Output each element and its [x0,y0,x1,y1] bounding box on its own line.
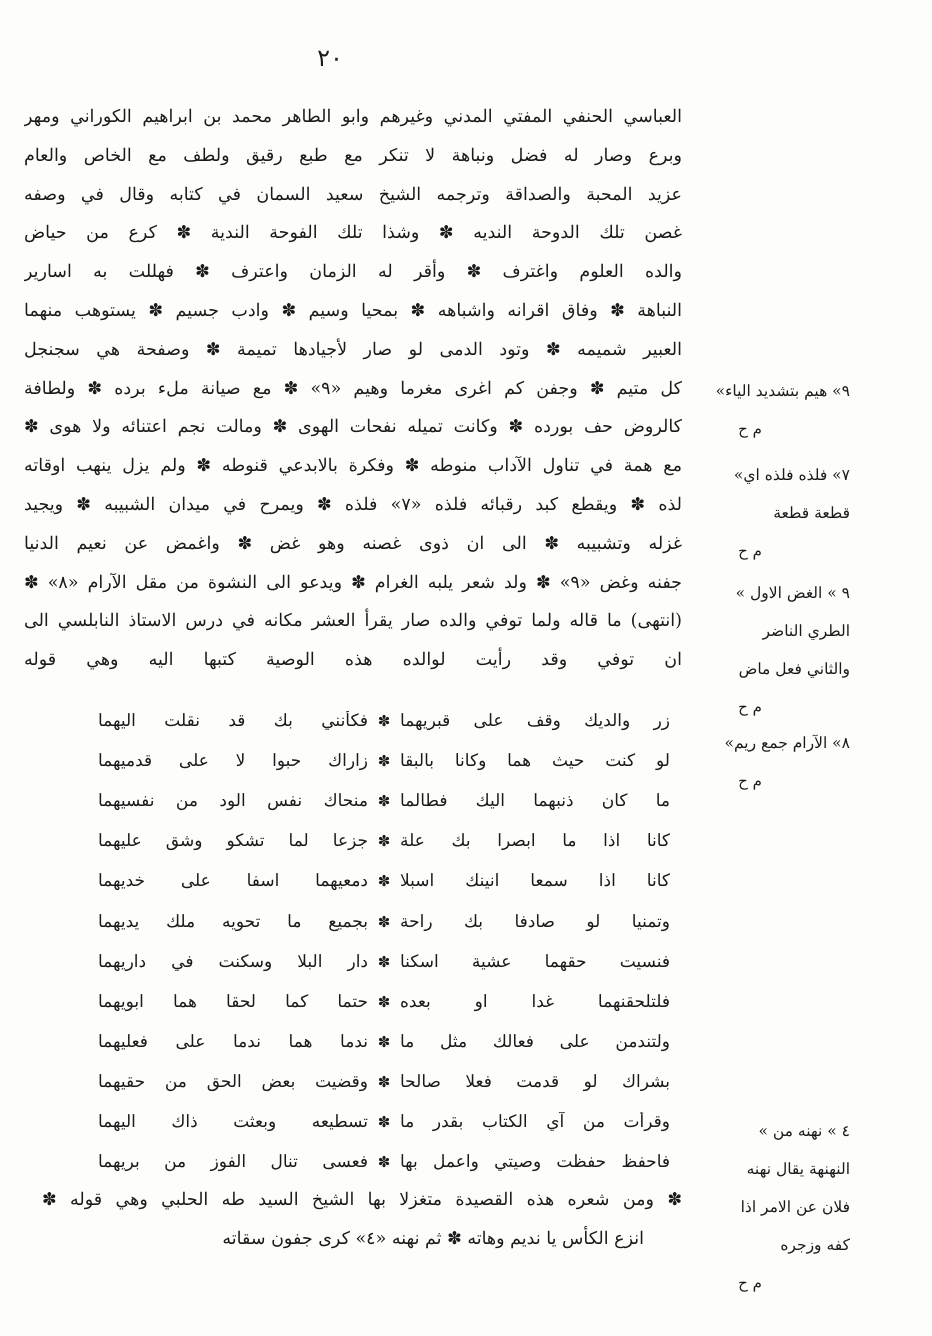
second-hemistich: تسطيعه وبعثت ذاك اليهما [98,1111,368,1132]
prose-line: كل متيم ✽ وجفن كم اغرى مغرما وهيم «٩» ✽ مع صيانة ملء برده ✽ ولطافة [24,378,682,399]
poem-verse [80,1062,670,1102]
prose-line: جفنه وغض «٩» ✽ ولد شعر يلبه الغرام ✽ ويدعو الى النشوة من مقل الآرام «٨» ✽ [24,572,682,593]
verse-separator: ✽ [377,1032,391,1051]
first-hemistich: زر والديك وقف على قبريهما [400,711,670,732]
margin-note-line: كفه وزجره [780,1236,850,1254]
prose-line: وبرع وصار له فضل ونباهة لا تنكر مع طبع رقيق ولطف مع الخاص والعام [24,145,682,166]
first-hemistich: كانا اذا سمعا انينك اسبلا [400,871,670,892]
poem-verse [80,701,670,741]
margin-note-line: « ٩ » الغض الاول [735,584,850,602]
margin-note-line: «٧» فلذه فلذه اي [733,466,850,484]
margin-note [690,456,850,570]
poem-verse [80,982,670,1022]
first-hemistich: وقرأت من آي الكتاب بقدر ما [400,1111,670,1132]
verse-separator: ✽ [377,1153,391,1172]
prose-line: النباهة ✽ وفاق اقرانه واشباهه ✽ بمحيا وسيم ✽ وادب جسيم ✽ يستوهب منهما [24,300,682,321]
second-hemistich: حتما كما لحقا هما ابويهما [98,991,368,1012]
margin-note-line: والثاني فعل ماض [738,660,850,678]
prose-line: العبير شميمه ✽ وتود الدمى لو صار لأجيادها تميمة ✽ وصفحة هي سجنجل [24,339,682,360]
poem-verse [80,1102,670,1142]
verse-separator: ✽ [377,792,391,811]
margin-note [690,1112,850,1302]
second-hemistich: وقضيت بعض الحق من حقيهما [98,1071,368,1092]
verse-separator: ✽ [377,912,391,931]
closing-line: انزع الكأس يا نديم وهاته ✽ ثم نهنه «٤» كرى جفون سقاته [222,1228,644,1249]
prose-line: لذه ✽ ويقطع كبد رقبائه فلذه «٧» فلذه ✽ ويمرح في ميدان الشبيبه ✽ ويجيد [24,494,682,515]
first-hemistich: كانا اذا ما ابصرا بك علة [400,831,670,852]
verse-separator: ✽ [377,1112,391,1131]
margin-note-line: الطري الناضر [762,622,850,640]
prose-line: (انتهى) ما قاله ولما توفي والده صار يقرأ العشر مكانه في درس الاستاذ النابلسي الى [24,611,682,632]
margin-note-signature: م ح [738,698,762,716]
main-text [24,98,682,680]
margin-note-line: « ٤ » نهنه من [758,1122,850,1140]
margin-note-line: النهنهة يقال نهنه [746,1160,850,1178]
margin-note-line: فلان عن الامر اذا [740,1198,850,1216]
second-hemistich: ندما هما ندما على فعليهما [98,1031,368,1052]
prose-line: العباسي الحنفي المفتي المدني وغيرهم وابو الطاهر محمد بن ابراهيم الكوراني ومهر [24,107,682,127]
second-hemistich: جزعا لما تشكو وشق عليهما [98,831,368,852]
prose-line: عزيد المحبة والصداقة وترجمه الشيخ سعيد السمان في كتابه وقال في وصفه [24,184,682,205]
verse-separator: ✽ [377,872,391,891]
verse-separator: ✽ [377,832,391,851]
poem-verse [80,781,670,821]
margin-note [690,574,850,726]
page-number: ٢٠ [317,44,343,72]
prose-line: غصن تلك الدوحة النديه ✽ وشذا تلك الفوحة الندية ✽ كرع من حياض [24,223,682,244]
second-hemistich: منحاك نفس الود من نفسيهما [98,791,368,812]
prose-line: والده العلوم واغترف ✽ وأقر له الزمان واعترف ✽ فهللت به اسارير [24,262,682,283]
margin-note-signature: م ح [738,420,762,438]
margin-note-line: «٨» الآرام جمع ريم [724,734,850,752]
margin-note-signature: م ح [738,1274,762,1292]
poem-verse [80,942,670,982]
first-hemistich: فلتلحقنهما غدا او بعده [400,991,670,1012]
first-hemistich: وتمنيا لو صادفا بك راحة [400,911,670,932]
margin-note-signature: م ح [738,542,762,560]
prose-line: ان توفي وقد رأيت لوالده هذه الوصية كتبها اليه وهي قوله [24,650,682,671]
poem-verse [80,821,670,861]
verse-separator: ✽ [377,1072,391,1091]
verse-separator: ✽ [377,952,391,971]
second-hemistich: فكأنني بك قد نقلت اليهما [98,711,368,732]
prose-line: كالروض حف بورده ✽ وكانت تميله نفحات الهوى ✽ ومالت نجم اعتنائه ولا هوى ✽ [24,417,682,438]
margin-note [690,372,850,448]
margin-note-line: قطعة قطعة [773,504,850,522]
verse-separator: ✽ [377,712,391,731]
first-hemistich: ما كان ذنبهما اليك فطالما [400,791,670,812]
prose-line: غزله وتشبيبه ✽ الى ان ذوى غصنه وهو غض ✽ واغمض عن نعيم الدنيا [24,533,682,554]
poem-verse [80,741,670,781]
margin-note-signature: م ح [738,772,762,790]
first-hemistich: فنسيت حقهما عشية اسكنا [400,951,670,972]
first-hemistich: ولتندمن على فعالك مثل ما [400,1031,670,1052]
poem-verse [80,861,670,901]
poem-verse [80,1142,670,1182]
poem-verse [80,1022,670,1062]
second-hemistich: دمعيهما اسفا على خديهما [98,871,368,892]
closing-text [42,1181,682,1259]
verse-separator: ✽ [377,752,391,771]
margin-note [690,724,850,800]
prose-line: مع همة في تناول الآداب منوطه ✽ وفكرة بالابدعي قنوطه ✽ ولم يزل ينهب اوقاته [24,456,682,477]
second-hemistich: فعسى تنال الفوز من بريهما [98,1152,368,1173]
second-hemistich: زاراك حبوا لا على قدميهما [98,751,368,772]
first-hemistich: فاحفظ حفظت وصيتي واعمل بها [400,1152,670,1173]
verse-separator: ✽ [377,992,391,1011]
second-hemistich: دار البلا وسكنت في داريهما [98,951,368,972]
first-hemistich: لو كنت حيث هما وكانا بالبقا [400,751,670,772]
closing-line: ✽ ومن شعره هذه القصيدة متغزلا بها الشيخ السيد طه الحلبي وهي قوله ✽ [42,1190,682,1210]
first-hemistich: بشراك لو قدمت فعلا صالحا [400,1071,670,1092]
poem [80,701,670,1182]
second-hemistich: بجميع ما تحويه ملك يديهما [98,911,368,932]
margin-note-line: «٩» هيم بتشديد الياء [715,382,850,400]
poem-verse [80,901,670,941]
